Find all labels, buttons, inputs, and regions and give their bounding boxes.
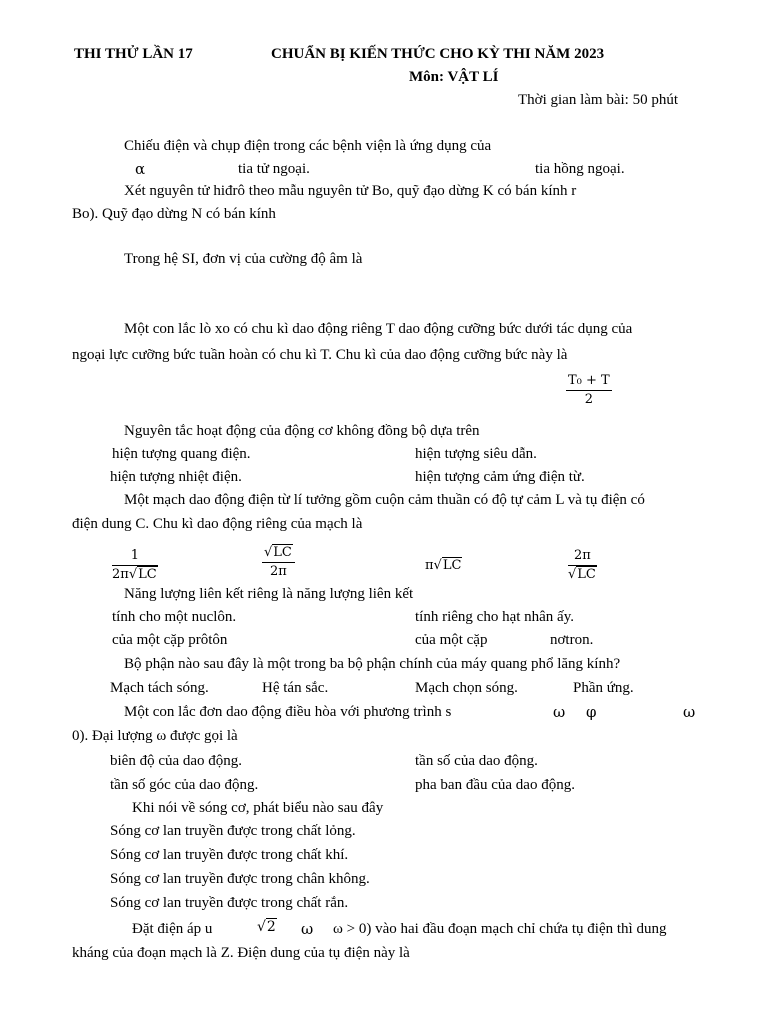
q11-line-1-start: Đặt điện áp u <box>132 921 213 937</box>
q4-answer-numerator: T₀ + T <box>568 373 610 388</box>
q9-line-1: Một con lắc đơn dao động điều hòa với phương trình s <box>124 704 452 720</box>
q7-option-a: tính cho một nuclôn. <box>112 609 237 625</box>
q6-line-2: điện dung C. Chu kì dao động riêng của mạch là <box>72 516 363 532</box>
q4-line-1: Một con lắc lò xo có chu kì dao động riêng T dao động cưỡng bức dưới tác dụng của <box>124 321 633 337</box>
q6-option-b: √LC 2π <box>262 545 295 580</box>
q1-stem: Chiếu điện và chụp điện trong các bệnh viện là ứng dụng của <box>124 138 492 154</box>
q6-option-c: π√LC <box>425 558 462 573</box>
exam-time: Thời gian làm bài: 50 phút <box>518 92 678 108</box>
q9-option-b: tần số của dao động. <box>415 753 538 769</box>
q11-sqrt-radicand: 2 <box>266 919 276 935</box>
subject-title: Môn: VẬT LÍ <box>409 69 499 85</box>
q10-option-b: Sóng cơ lan truyền được trong chất khí. <box>110 847 349 863</box>
q10-option-d: Sóng cơ lan truyền được trong chất rắn. <box>110 895 349 911</box>
q8-option-a: Mạch tách sóng. <box>110 680 209 696</box>
q5-stem: Nguyên tắc hoạt động của động cơ không đồng bộ dựa trên <box>124 423 480 439</box>
q7-option-d-part-2: nơtron. <box>550 632 594 648</box>
q9-symbol-omega-1: ω <box>553 703 566 721</box>
q5-option-a: hiện tượng quang điện. <box>112 446 251 462</box>
q4-answer-fraction <box>566 373 612 408</box>
exam-title: CHUẨN BỊ KIẾN THỨC CHO KỲ THI NĂM 2023 <box>271 46 605 62</box>
q6-a-den-radicand: LC <box>138 567 157 582</box>
q9-option-a: biên độ của dao động. <box>110 753 243 769</box>
q11-line-2: kháng của đoạn mạch là Z. Điện dung của tụ điện này là <box>72 945 410 961</box>
q7-stem: Năng lượng liên kết riêng là năng lượng liên kết <box>124 586 414 602</box>
q6-c-prefix: π <box>425 558 434 573</box>
q4-answer-denominator: 2 <box>584 392 593 407</box>
q6-a-den-prefix: 2π <box>112 567 129 582</box>
q9-option-d: pha ban đầu của dao động. <box>415 777 575 793</box>
q7-option-b: tính riêng cho hạt nhân ấy. <box>415 609 574 625</box>
exam-label: THI THỬ LẦN 17 <box>74 46 193 62</box>
q6-option-a: 1 2π√LC <box>112 548 157 582</box>
q8-stem: Bộ phận nào sau đây là một trong ba bộ phận chính của máy quang phổ lăng kính? <box>124 656 621 672</box>
q5-option-c: hiện tượng nhiệt điện. <box>110 469 242 485</box>
q1-option-a: α <box>135 160 146 178</box>
q2-line-2: Bo). Quỹ đạo dừng N có bán kính <box>72 206 276 222</box>
q7-option-d-part-1: của một cặp <box>415 632 488 648</box>
q10-option-c: Sóng cơ lan truyền được trong chân không. <box>110 871 370 887</box>
q6-d-numerator: 2π <box>574 548 591 563</box>
q8-option-d: Phần ứng. <box>573 680 634 696</box>
q4-line-2: ngoại lực cưỡng bức tuần hoàn có chu kì T. Chu kì của dao động cưỡng bức này là <box>72 347 568 363</box>
q1-option-c: tia hồng ngoại. <box>535 161 625 177</box>
q7-option-c: của một cặp prôtôn <box>112 632 228 648</box>
q3-stem: Trong hệ SI, đơn vị của cường độ âm là <box>124 251 363 267</box>
q9-line-2: 0). Đại lượng ω được gọi là <box>72 728 238 744</box>
q6-c-radicand: LC <box>442 558 462 573</box>
q6-option-d: 2π √LC <box>568 548 596 582</box>
q6-b-num-radicand: LC <box>273 545 292 560</box>
q6-line-1: Một mạch dao động điện từ lí tưởng gồm cuộn cảm thuần có độ tự cảm L và tụ điện có <box>124 492 645 508</box>
q10-stem: Khi nói về sóng cơ, phát biểu nào sau đây <box>132 800 384 816</box>
q10-option-a: Sóng cơ lan truyền được trong chất lỏng. <box>110 823 356 839</box>
q11-symbol-omega: ω <box>301 920 314 938</box>
q9-symbol-omega-2: ω <box>683 703 696 721</box>
q9-symbol-phi: φ <box>586 703 597 721</box>
q8-option-c: Mạch chọn sóng. <box>415 680 518 696</box>
q11-sqrt-two: √2 <box>257 919 276 935</box>
q11-line-1-end: ω > 0) vào hai đầu đoạn mạch chỉ chứa tụ điện thì dung <box>333 921 667 937</box>
q1-option-b: tia tử ngoại. <box>238 161 310 177</box>
q5-option-d: hiện tượng cảm ứng điện từ. <box>415 469 585 485</box>
q9-option-c: tần số góc của dao động. <box>110 777 259 793</box>
q2-line-1: Xét nguyên tử hiđrô theo mẫu nguyên tử Bo, quỹ đạo dừng K có bán kính r <box>124 183 577 199</box>
q6-d-den-radicand: LC <box>577 567 596 582</box>
q6-b-denominator: 2π <box>270 564 287 579</box>
q6-a-numerator: 1 <box>130 548 139 563</box>
q5-option-b: hiện tượng siêu dẫn. <box>415 446 537 462</box>
q8-option-b: Hệ tán sắc. <box>262 680 329 696</box>
